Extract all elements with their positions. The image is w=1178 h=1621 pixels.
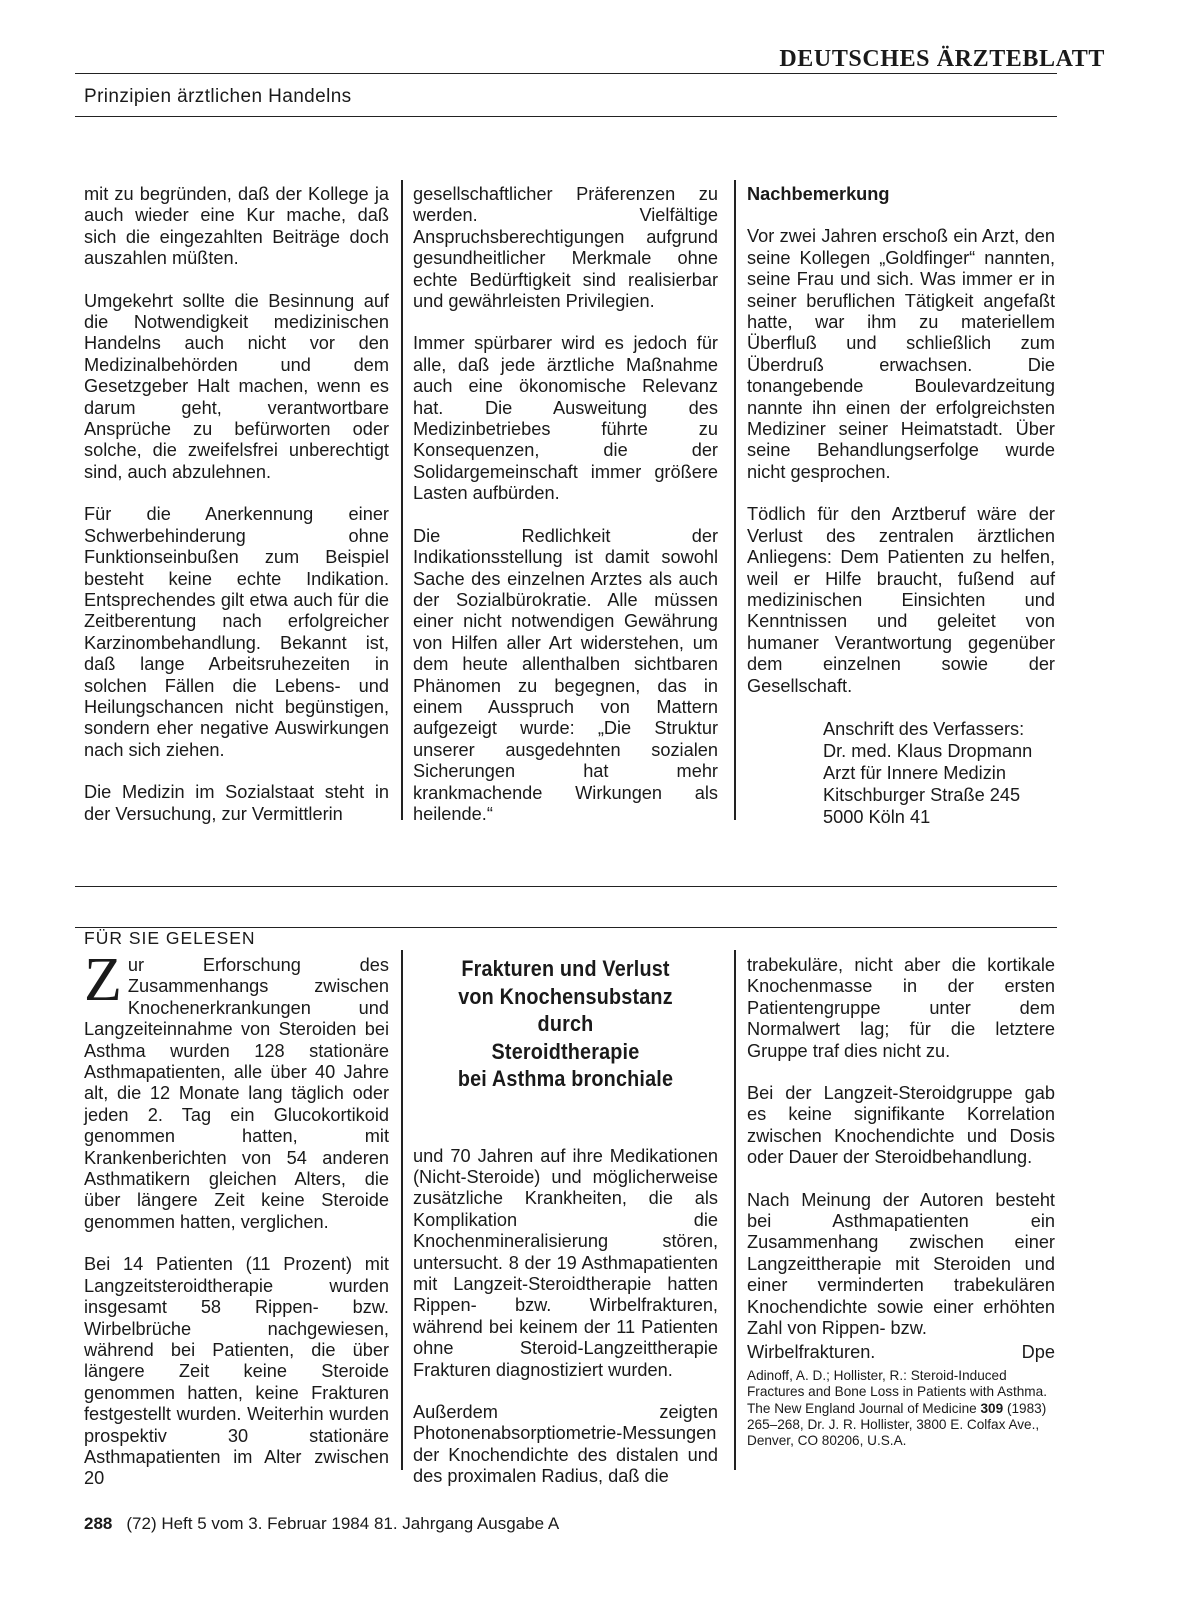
- section-title: Prinzipien ärztlichen Handelns: [84, 86, 352, 107]
- drop-cap: Z: [84, 946, 122, 1014]
- paragraph-text: ur Erforschung des Zusammenhangs zwischen Knochenerkrankungen und Langzeiteinnahme von Steroiden bei Asthma wurden 128 stationäre Asthmapatienten, alle über 40 Jahre alt, die 12 Monate lang täglich oder jeden 2. Tag ein Glucokortikoid genommen hatten, mit Krankenberichten von 54 anderen Asthmatikern gleichen Alters, die über längere Zeit keine Steroide genommen hatten, verglichen.: [84, 955, 389, 1232]
- paragraph: trabekuläre, nicht aber die kortikale Knochenmasse in der ersten Patientengruppe unter dem Normalwert lag; für die letztere Gruppe traf dies nicht zu.: [747, 955, 1055, 1061]
- paragraph: Vor zwei Jahren erschoß ein Arzt, den seine Kollegen „Goldfinger“ nannten, seine Frau und sich. Was immer er in seiner beruflichen Tätigkeit angefaßt hatte, war ihm zu materiellem Überfluß und schließlich zum Überdruß erwachsen. Die tonangebende Boulevardzeitung nannte ihn einen der erfolgreichsten Mediziner seiner Heimatstadt. Über seine Behandlungserfolge wurde nicht gesprochen.: [747, 226, 1055, 482]
- header-rule: [75, 116, 1057, 117]
- signature-row: [747, 1342, 1055, 1363]
- article-title: [431, 955, 699, 1093]
- reference: [747, 1368, 1055, 1449]
- paragraph: Umgekehrt sollte die Besinnung auf die Notwendigkeit medizinischen Handelns auch nicht vor den Medizinalbehörden und dem Gesetzgeber Halt machen, wenn es darum geht, verantwortbare Ansprüche zu befürworten oder solche, die zweifelsfrei unberechtigt sind, auch abzulehnen.: [84, 290, 389, 482]
- address-line: Kitschburger Straße 245: [823, 784, 1021, 805]
- reference-volume: 309: [980, 1400, 1004, 1416]
- address-line: Anschrift des Verfassers:: [823, 718, 1025, 739]
- paragraph: Außerdem zeigten Photonenabsorptiometrie-Messungen der Knochendichte des distalen und des proximalen Radius, daß die: [413, 1401, 718, 1487]
- paragraph: [84, 946, 389, 1233]
- paragraph: Immer spürbarer wird es jedoch für alle, daß jede ärztliche Maßnahme auch eine ökonomische Relevanz hat. Die Ausweitung des Medizinbetriebes führte zu Konsequenzen, die der Solidargemeinschaft immer größere Lasten aufbürden.: [413, 333, 718, 504]
- paragraph: Nach Meinung der Autoren besteht bei Asthmapatienten ein Zusammenhang zwischen einer Langzeittherapie mit Steroiden und einer verminderten trabekulären Knochendichte sowie einer erhöhten Zahl von Rippen- bzw.: [747, 1189, 1055, 1339]
- reference-text: Adinoff, A. D.; Hollister, R.: Steroid-Induced Fractures and Bone Loss in Patients with Asthma. The New England Journal of Medicine: [747, 1367, 1047, 1416]
- column-divider: [734, 180, 736, 820]
- reference-details: (1983) 265–268, Dr. J. R. Hollister, 3800 E. Colfax Ave., Denver, CO 80206, U.S.A.: [747, 1400, 1047, 1449]
- address-line: 5000 Köln 41: [823, 806, 931, 827]
- paragraph: Bei der Langzeit-Steroidgruppe gab es keine signifikante Korrelation zwischen Knochendichte und Dosis oder Dauer der Steroidbehandlung.: [747, 1083, 1055, 1168]
- page-footer: [84, 1514, 559, 1534]
- paragraph: Tödlich für den Arztberuf wäre der Verlust des zentralen ärztlichen Anliegens: Dem Patienten zu helfen, weil er Hilfe braucht, fußend auf medizinischen Einsichten und Kenntnissen und geleitet von humaner Verantwortung gegenüber dem einzelnen sowie der Gesellschaft.: [747, 504, 1055, 696]
- address-line: Arzt für Innere Medizin: [823, 762, 1006, 783]
- section-rule-top: [75, 886, 1057, 887]
- bottom-article-column-2: [413, 955, 718, 1488]
- paragraph: und 70 Jahren auf ihre Medikationen (Nicht-Steroide) und möglicherweise zusätzliche Krankheiten, die als Komplikation die Knochenmineralisierung stören, untersucht. 8 der 19 Asthmapatienten mit Langzeit-Steroidtherapie hatten Rippen- bzw. Wirbelfrakturen, während bei keinem der 11 Patienten ohne Steroid-Langzeittherapie Frakturen diagnostiziert wurden.: [413, 1145, 718, 1380]
- paragraph: Die Medizin im Sozialstaat steht in der Versuchung, zur Vermittlerin: [84, 782, 389, 824]
- top-article-column-1: [84, 184, 389, 825]
- column-divider: [401, 950, 403, 1470]
- author-address: [823, 718, 1055, 828]
- bottom-article-column-1: [84, 946, 389, 1490]
- title-line: bei Asthma bronchiale: [457, 1066, 674, 1091]
- title-line: Frakturen und Verlust: [461, 956, 670, 981]
- nachbemerkung-heading: Nachbemerkung: [747, 184, 890, 204]
- top-article-column-2: [413, 184, 718, 825]
- paragraph: gesellschaftlicher Präferenzen zu werden. Vielfältige Anspruchsberechtigungen aufgrund gesundheitlicher Merkmale ohne echte Bedürftigkeit sind realisierbar und gewährleisten Privilegien.: [413, 184, 718, 312]
- top-article-column-3: [747, 184, 1055, 828]
- paragraph: Für die Anerkennung einer Schwerbehinderung ohne Funktionseinbußen zum Beispiel besteht keine echte Indikation. Entsprechendes gilt etwa auch für die Zeitberentung nach erfolgreicher Karzinombehandlung. Bekannt ist, daß lange Arbeitsruhezeiten in solchen Fällen die Lebens- und Heilungschancen nicht begünstigen, sondern eher negative Auswirkungen nach sich ziehen.: [84, 504, 389, 760]
- column-divider: [734, 950, 736, 1470]
- title-line: Steroidtherapie: [491, 1038, 640, 1064]
- paragraph: Bei 14 Patienten (11 Prozent) mit Langzeitsteroidtherapie wurden insgesamt 58 Rippen- bzw. Wirbelbrüche nachgewiesen, während bei Patienten, die über längere Zeit keine Steroide genommen hatten, keine Frakturen festgestellt wurden. Weiterhin wurden prospektiv 30 stationäre Asthmapatienten im Alter zwischen 20: [84, 1254, 389, 1489]
- column-divider: [401, 180, 403, 820]
- masthead-rule: [75, 73, 1057, 74]
- title-line: von Knochensubstanz durch: [458, 983, 673, 1036]
- address-line: Dr. med. Klaus Dropmann: [823, 740, 1033, 761]
- section-rule-bottom: [75, 927, 1057, 928]
- signature: Dpe: [1021, 1341, 1055, 1362]
- paragraph-ending: Wirbelfrakturen.: [747, 1341, 876, 1362]
- paragraph: mit zu begründen, daß der Kollege ja auch wieder eine Kur mache, daß sich die eingezahlten Beiträge doch auszahlen müßten.: [84, 184, 389, 269]
- section-label: FÜR SIE GELESEN: [84, 928, 256, 948]
- bottom-article-column-3: [747, 955, 1055, 1449]
- paragraph: Die Redlichkeit der Indikationsstellung ist damit sowohl Sache des einzelnen Arztes als auch der Sozialbürokratie. Alle müssen einer nicht notwendigen Gewährung von Hilfen aller Art widerstehen, um dem heute allenthalben sichtbaren Phänomen zu begegnen, das in einem Ausspruch von Mattern aufgezeigt wurde: „Die Struktur unserer ausgedehnten sozialen Sicherungen hat mehr krankmachende Wirkungen als heilende.“: [413, 525, 718, 824]
- page-number: 288: [84, 1514, 113, 1533]
- issue-info: (72) Heft 5 vom 3. Februar 1984 81. Jahrgang Ausgabe A: [126, 1514, 560, 1533]
- masthead: DEUTSCHES ÄRZTEBLATT: [779, 46, 1105, 72]
